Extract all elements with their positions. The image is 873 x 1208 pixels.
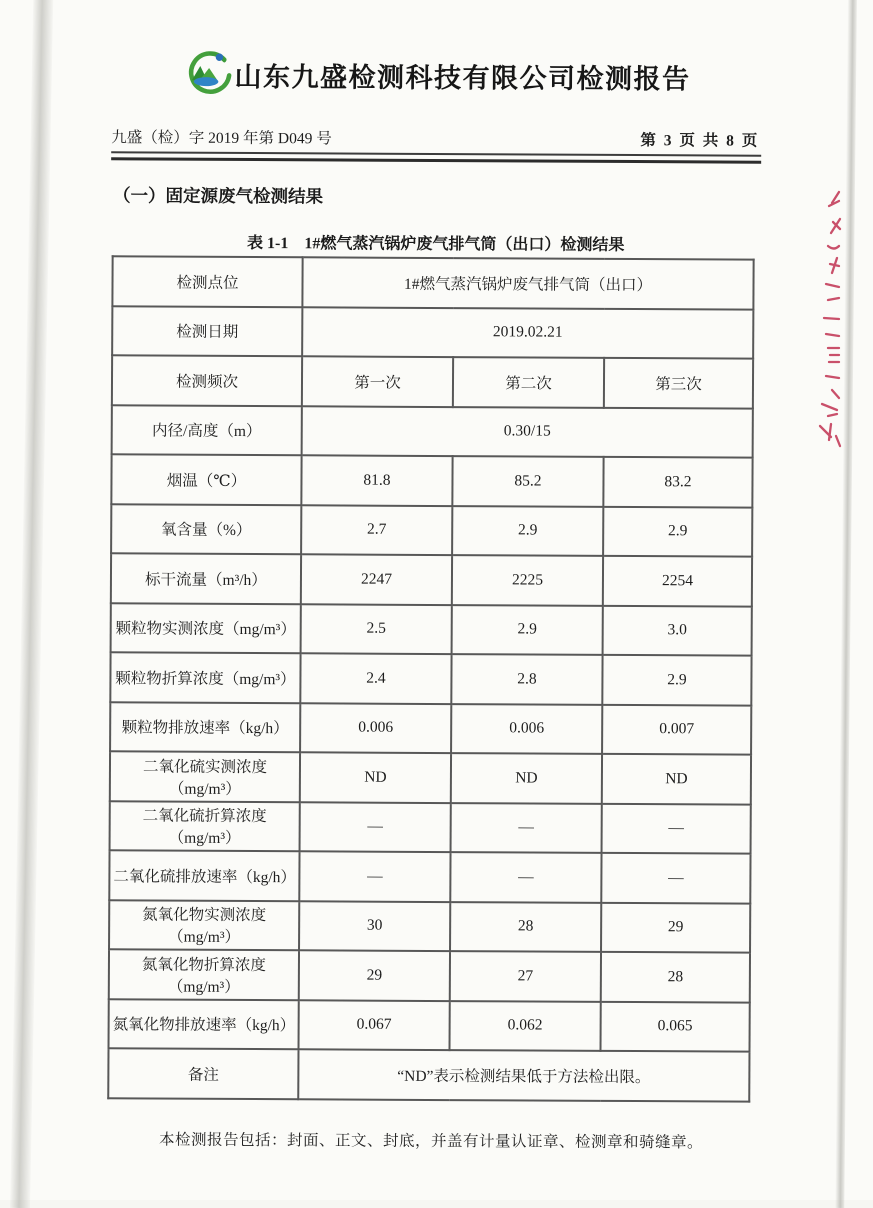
- table-row: [112, 256, 753, 309]
- row-value: 28: [601, 952, 750, 1002]
- row-value: —: [450, 852, 601, 902]
- row-value: 2.4: [300, 653, 451, 703]
- row-value: 0.062: [450, 1001, 601, 1051]
- reference-row: [111, 128, 761, 151]
- row-label: 检测频次: [112, 355, 302, 405]
- table-row: [111, 454, 752, 507]
- row-value: 2.9: [602, 655, 751, 705]
- row-value: 81.8: [301, 455, 452, 505]
- row-label: 二氧化硫折算浓度（mg/m³）: [110, 801, 300, 851]
- company-logo-icon: [182, 50, 232, 97]
- row-value: 0.006: [300, 703, 451, 753]
- row-value: ND: [300, 752, 451, 802]
- row-label: 二氧化硫实测浓度（mg/m³）: [110, 751, 300, 801]
- table-title: 表 1-1 1#燃气蒸汽锅炉废气排气筒（出口）检测结果: [247, 235, 625, 254]
- row-value: ND: [451, 753, 602, 803]
- row-label: 标干流量（m³/h）: [111, 553, 301, 603]
- row-value: 0.006: [451, 704, 602, 754]
- results-table: [107, 255, 754, 1102]
- table-row: [110, 751, 751, 804]
- table-row: [111, 553, 752, 606]
- table-row: [109, 850, 750, 903]
- row-value: 3.0: [603, 605, 752, 655]
- row-label: 烟温（℃）: [111, 454, 301, 504]
- row-value: 30: [299, 901, 450, 951]
- row-label: 颗粒物折算浓度（mg/m³）: [110, 652, 300, 702]
- table-row: [109, 999, 750, 1052]
- row-label: 内径/高度（m）: [112, 405, 302, 455]
- row-value: 2.7: [301, 505, 452, 555]
- row-span-value: 2019.02.21: [302, 307, 753, 359]
- section-title: （一）固定源废气检测结果: [112, 185, 324, 207]
- row-value: 0.065: [600, 1001, 749, 1051]
- row-value: 28: [450, 902, 601, 952]
- row-value: 0.007: [602, 704, 751, 754]
- report-content: [106, 0, 762, 1152]
- row-span-value: “ND”表示检测结果低于方法检出限。: [298, 1049, 749, 1101]
- table-row: [109, 949, 750, 1002]
- row-label: 颗粒物排放速率（kg/h）: [110, 702, 300, 752]
- footer-note: 本检测报告包括：封面、正文、封底，并盖有计量认证章、检测章和骑缝章。: [158, 1131, 704, 1151]
- report-title: 山东九盛检测科技有限公司检测报告: [234, 61, 691, 94]
- row-label: 颗粒物实测浓度（mg/m³）: [111, 603, 301, 653]
- row-value: ND: [602, 754, 751, 804]
- row-label: 检测点位: [112, 256, 302, 306]
- row-span-value: 1#燃气蒸汽锅炉废气排气筒（出口）: [302, 257, 753, 309]
- row-value: 2247: [301, 554, 452, 604]
- table-row: [111, 504, 752, 557]
- row-value: 85.2: [452, 456, 603, 506]
- report-header: [111, 48, 761, 101]
- row-label: 氧含量（%）: [111, 504, 301, 554]
- row-value: —: [451, 803, 602, 853]
- row-value: 2254: [603, 556, 752, 606]
- row-value: 2.5: [301, 604, 452, 654]
- table-row: [110, 652, 751, 705]
- row-value: 83.2: [603, 457, 752, 507]
- table-row: [109, 900, 750, 953]
- row-value: 0.067: [299, 1000, 450, 1050]
- row-value: 29: [299, 950, 450, 1000]
- row-span-value: 0.30/15: [302, 406, 753, 458]
- row-value: —: [299, 851, 450, 901]
- row-label: 二氧化硫排放速率（kg/h）: [109, 850, 299, 900]
- row-value: 29: [601, 902, 750, 952]
- table-row: [111, 603, 752, 656]
- row-value: 第二次: [453, 357, 604, 407]
- row-value: —: [602, 803, 751, 853]
- row-value: —: [601, 853, 750, 903]
- table-row: [108, 1048, 749, 1101]
- red-seal-edge-mark: [816, 186, 844, 452]
- row-label: 氮氧化物实测浓度（mg/m³）: [109, 900, 299, 950]
- row-value: 2225: [452, 555, 603, 605]
- row-value: 2.9: [452, 605, 603, 655]
- row-label: 检测日期: [112, 306, 302, 356]
- row-value: 27: [450, 951, 601, 1001]
- table-row: [112, 355, 753, 408]
- row-label: 氮氧化物折算浓度（mg/m³）: [109, 949, 299, 999]
- row-label: 备注: [108, 1048, 298, 1098]
- page-edge-shadow-right: [835, 0, 857, 1208]
- table-row: [112, 405, 753, 458]
- page-fold-shadow-left: [10, 0, 53, 1208]
- row-value: 第三次: [604, 358, 753, 408]
- row-label: 氮氧化物排放速率（kg/h）: [109, 999, 299, 1049]
- row-value: 2.9: [603, 506, 752, 556]
- row-value: 2.8: [451, 654, 602, 704]
- row-value: 第一次: [302, 356, 453, 406]
- table-row: [110, 801, 751, 854]
- doc-number: 九盛（检）字 2019 年第 D049 号: [111, 129, 332, 148]
- table-row: [110, 702, 751, 755]
- page-indicator: 第 3 页 共 8 页: [640, 132, 760, 150]
- table-row: [112, 306, 753, 359]
- header-double-rule: [111, 151, 761, 163]
- row-value: —: [300, 802, 451, 852]
- row-value: 2.9: [452, 506, 603, 556]
